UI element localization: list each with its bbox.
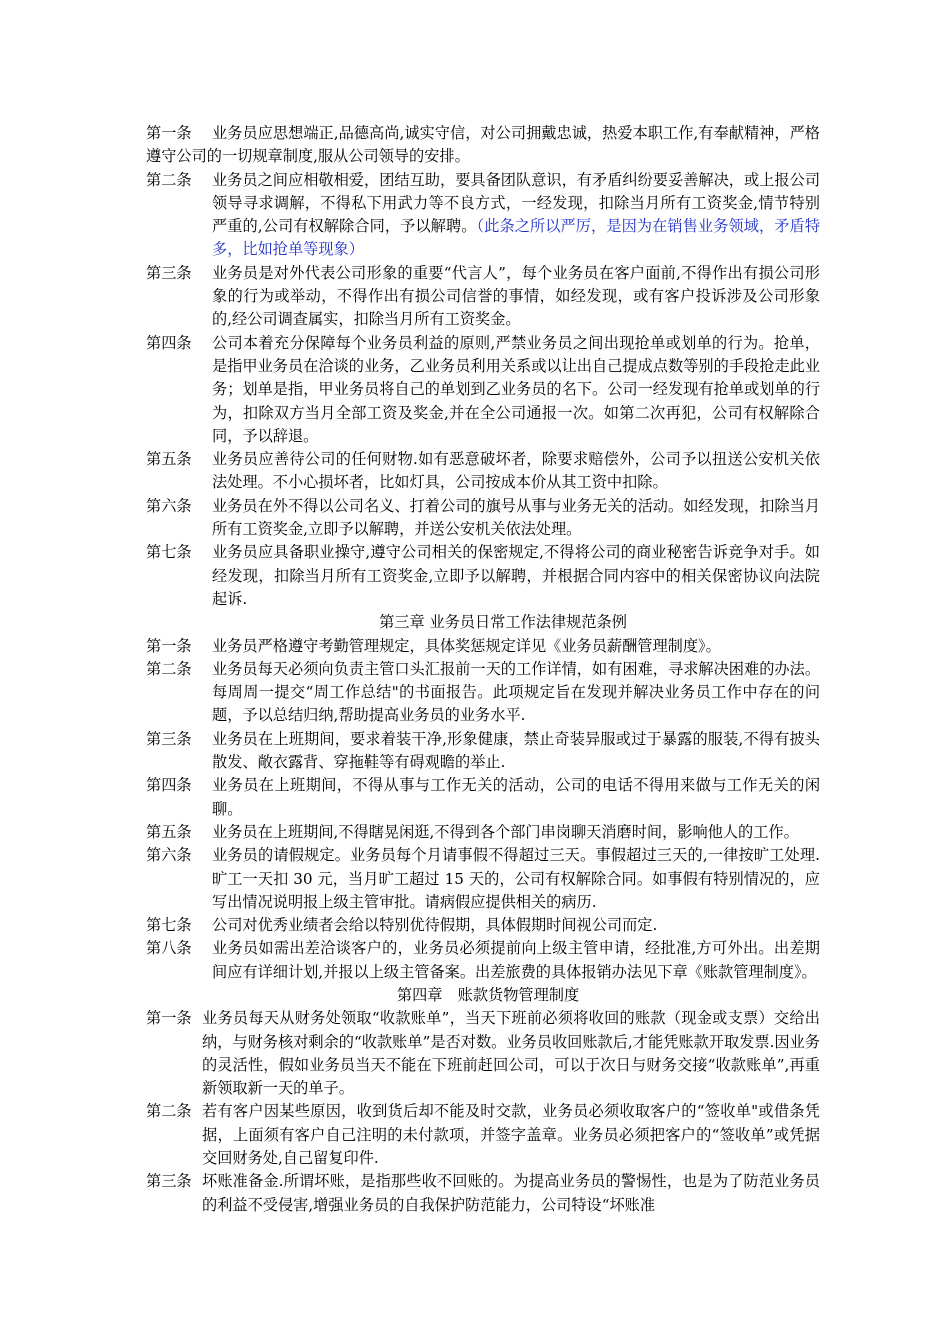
article-6 — [146, 495, 820, 542]
article-number: 第二条 — [146, 170, 192, 189]
article-text: 业务员应善待公司的任何财物.如有恶意破坏者，除要求赔偿外，公司予以扭送公安机关依法处理。不小心损坏者，比如灯具，公司按成本价从其工资中扣除。 — [212, 450, 820, 492]
article-5 — [146, 448, 820, 495]
article-number: 第一条 — [146, 636, 192, 655]
article-text: 业务员每天必须向负责主管口头汇报前一天的工作详情，如有困难，寻求解决困难的办法。每周周一提交“周工作总结"的书面报告。此项规定旨在发现并解决业务员工作中存在的问题，予以总结归纳,帮助提高业务员的业务水平. — [212, 659, 820, 725]
article-2 — [146, 169, 820, 262]
article-text: 业务员之间应相敬相爱，团结互助，要具备团队意识，有矛盾纠纷要妥善解决，或上报公司领导寻求调解，不得私下用武力等不良方式，一经发现，扣除当月所有工资奖金,情节特别严重的,公司有权解除合同，予以解聘。 — [212, 170, 820, 236]
article-number: 第七条 — [146, 543, 192, 562]
article-text: 公司对优秀业绩者会给以特别优待假期，具体假期时间视公司而定. — [212, 916, 658, 935]
document-body — [146, 122, 820, 1217]
article-text: 若有客户因某些原因，收到货后却不能及时交款，业务员必须收取客户的“签收单"或借条凭据，上面须有客户自己注明的未付款项，并签字盖章。业务员必须把客户的“签收单”或凭据交回财务处,自己留复印件. — [202, 1102, 820, 1168]
ch4-article-1 — [146, 1007, 820, 1100]
ch3-article-8 — [146, 937, 820, 984]
article-number: 第三条 — [146, 729, 192, 748]
article-number: 第五条 — [146, 450, 192, 469]
article-4 — [146, 332, 820, 448]
article-text: 公司本着充分保障每个业务员利益的原则,严禁业务员之间出现抢单或划单的行为。抢单，是指甲业务员在洽谈的业务，乙业务员利用关系或以让出自己提成点数等别的手段抢走此业务；划单是指，甲业务员将自己的单划到乙业务员的名下。公司一经发现有抢单或划单的行为，扣除双方当月全部工资及奖金,并在全公司通报一次。如第二次再犯，公司有权解除合同，予以辞退。 — [212, 333, 820, 445]
article-text: 业务员在上班期间,不得瞎晃闲逛,不得到各个部门串岗聊天消磨时间，影响他人的工作。 — [212, 822, 799, 841]
article-number: 第一条 — [146, 1009, 192, 1028]
ch3-article-3 — [146, 728, 820, 775]
article-text: 业务员如需出差洽谈客户的，业务员必须提前向上级主管申请，经批准,方可外出。出差期间应有详细计划,并报以上级主管备案。出差旅费的具体报销办法见下章《账款管理制度》。 — [212, 939, 820, 981]
article-text: 业务员应具备职业操守,遵守公司相关的保密规定,不得将公司的商业秘密告诉竞争对手。如经发现，扣除当月所有工资奖金,立即予以解聘，并根据合同内容中的相关保密协议向法院起诉. — [212, 543, 820, 608]
article-number: 第三条 — [146, 1172, 192, 1191]
article-text: 业务员在外不得以公司名义、打着公司的旗号从事与业务无关的活动。如经发现，扣除当月所有工资奖金,立即予以解聘，并送公安机关依法处理。 — [212, 496, 820, 539]
article-text: 业务员是对外代表公司形象的重要“代言人”，每个业务员在客户面前,不得作出有损公司形象的行为或举动，不得作出有损公司信誉的事情，如经发现，或有客户投诉涉及公司形象的,经公司调查属实，扣除当月所有工资奖金。 — [212, 263, 820, 329]
chapter-3-title: 第三章 业务员日常工作法律规范条例 — [379, 613, 627, 632]
article-text: 坏账准备金.所谓坏账，是指那些收不回账的。为提高业务员的警惕性，也是为了防范业务员的利益不受侵害,增强业务员的自我保护防范能力，公司特设“坏账准 — [202, 1172, 820, 1214]
ch3-article-7 — [146, 914, 820, 937]
article-number: 第八条 — [146, 939, 192, 958]
article-number: 第二条 — [146, 659, 192, 678]
article-number: 第一条 — [146, 124, 192, 142]
article-text: 业务员每天从财务处领取“收款账单”，当天下班前必须将收回的账款（现金或支票）交给出纳，与财务核对剩余的“收款账单”是否对数。业务员收回账款后,才能凭账款开取发票.因业务的灵活性，假如业务员当天不能在下班前赶回公司，可以于次日与财务交接“收款账单”,再重新领取新一天的单子。 — [202, 1009, 820, 1098]
ch3-article-6 — [146, 844, 820, 914]
article-number: 第二条 — [146, 1102, 192, 1121]
editor-note: （此条之所以严厉，是因为在销售业务领域，矛盾特多，比如抢单等现象） — [212, 217, 821, 259]
article-text: 业务员的请假规定。业务员每个月请事假不得超过三天。事假超过三天的,一律按旷工处理.旷工一天扣 30 元，当月旷工超过 15 天的，公司有权解除合同。如事假有特别情况的，应写出情况说明报上级主管审批。请病假应提供相关的病历. — [212, 846, 820, 911]
article-7 — [146, 541, 820, 611]
ch3-article-4 — [146, 774, 820, 821]
article-number: 第四条 — [146, 776, 192, 795]
article-3 — [146, 262, 820, 332]
article-text: 业务员应思想端正,品德高尚,诚实守信，对公司拥戴忠诚，热爱本职工作,有奉献精神，严格遵守公司的一切规章制度,服从公司领导的安排。 — [146, 124, 820, 166]
article-text: 业务员严格遵守考勤管理规定，具体奖惩规定详见《业务员薪酬管理制度》。 — [212, 636, 721, 655]
article-text: 业务员在上班期间，要求着装干净,形象健康，禁止奇装异服或过于暴露的服装,不得有披头散发、敞衣露背、穿拖鞋等有碍观瞻的举止. — [212, 729, 820, 772]
ch3-article-1 — [146, 635, 820, 658]
article-1 — [146, 122, 820, 169]
article-number: 第六条 — [146, 496, 192, 515]
ch3-article-5 — [146, 821, 820, 844]
article-number: 第七条 — [146, 916, 192, 935]
article-number: 第三条 — [146, 263, 192, 282]
article-text: 业务员在上班期间，不得从事与工作无关的活动，公司的电话不得用来做与工作无关的闲聊。 — [212, 776, 820, 818]
article-number: 第五条 — [146, 822, 192, 841]
article-number: 第六条 — [146, 846, 192, 865]
ch4-article-3 — [146, 1170, 820, 1217]
ch3-article-2 — [146, 658, 820, 728]
article-number: 第四条 — [146, 333, 192, 352]
ch4-article-2 — [146, 1100, 820, 1170]
chapter-4-title: 第四章 账款货物管理制度 — [396, 985, 580, 1004]
